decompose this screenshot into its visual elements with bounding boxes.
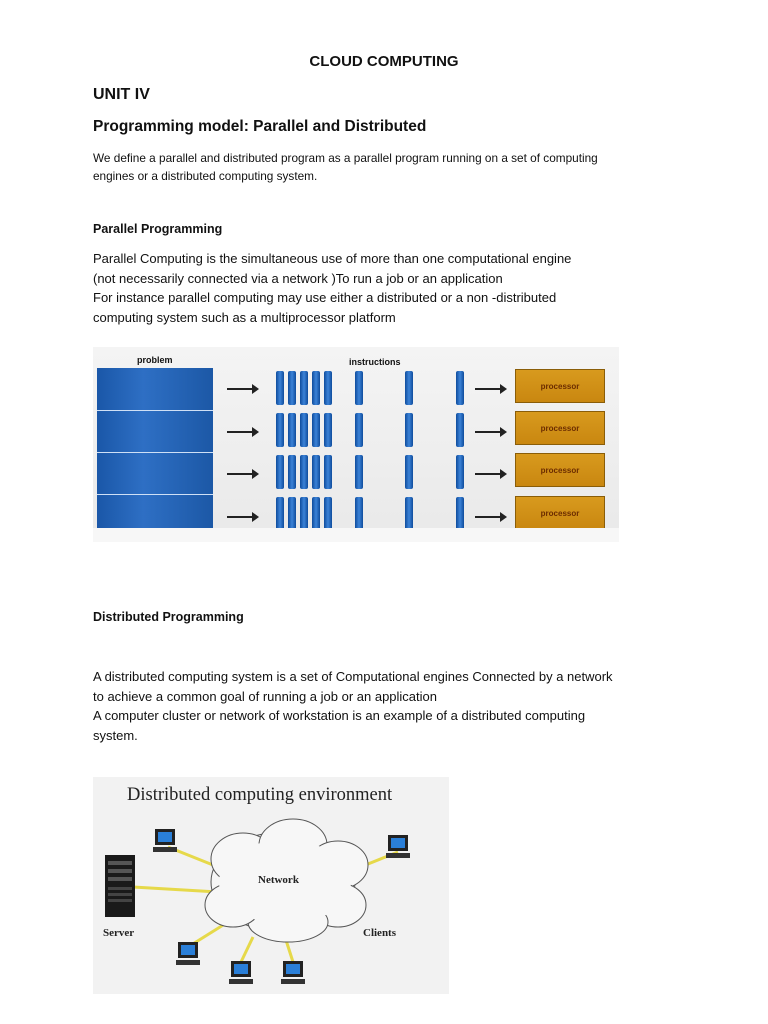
computer-icon	[153, 829, 177, 852]
network-label: Network	[258, 874, 299, 886]
distributed-heading: Distributed Programming	[93, 610, 244, 624]
figure-title: Distributed computing environment	[127, 785, 393, 805]
arrow-icon	[227, 516, 253, 518]
parallel-line: For instance parallel computing may use either a distributed or a non -distributed	[93, 290, 557, 305]
server-icon	[105, 855, 135, 917]
document-title: CLOUD COMPUTING	[309, 53, 459, 70]
intro-line: We define a parallel and distributed program as a parallel program running on a set of computing	[93, 151, 598, 165]
problem-label: problem	[137, 355, 173, 365]
computer-icon	[281, 961, 305, 984]
parallel-line: Parallel Computing is the simultaneous use of more than one computational engine	[93, 251, 572, 266]
arrow-icon	[475, 473, 501, 475]
instructions-label: instructions	[349, 357, 401, 367]
computer-icon	[229, 961, 253, 984]
arrow-icon	[227, 388, 253, 390]
processor-box: processor	[515, 369, 605, 403]
unit-heading: UNIT IV	[93, 86, 150, 103]
arrow-icon	[227, 473, 253, 475]
arrow-icon	[227, 431, 253, 433]
parallel-computing-figure	[93, 347, 619, 542]
clients-label: Clients	[363, 927, 396, 939]
server-label: Server	[103, 927, 135, 939]
processor-box: processor	[515, 411, 605, 445]
distributed-line: A distributed computing system is a set of Computational engines Connected by a network	[93, 669, 613, 684]
computer-icon	[386, 835, 410, 858]
distributed-computing-figure	[93, 777, 449, 994]
distributed-paragraph	[93, 667, 703, 745]
arrow-icon	[475, 431, 501, 433]
distributed-line: to achieve a common goal of running a job or an application	[93, 688, 437, 704]
section-title: Programming model: Parallel and Distributed	[93, 118, 427, 135]
intro-paragraph	[93, 149, 693, 185]
processor-box: processor	[515, 496, 605, 530]
distributed-line: system.	[93, 727, 138, 743]
intro-line: engines or a distributed computing system.	[93, 169, 318, 183]
arrow-icon	[475, 516, 501, 518]
parallel-line: (not necessarily connected via a network )To run a job or an application	[93, 270, 503, 286]
parallel-paragraph	[93, 249, 703, 327]
distributed-line: A computer cluster or network of workstation is an example of a distributed computing	[93, 708, 586, 723]
processor-box: processor	[515, 453, 605, 487]
parallel-line: computing system such as a multiprocessor platform	[93, 309, 396, 325]
parallel-heading: Parallel Programming	[93, 222, 223, 236]
arrow-icon	[475, 388, 501, 390]
computer-icon	[176, 942, 200, 965]
problem-block	[97, 368, 213, 538]
